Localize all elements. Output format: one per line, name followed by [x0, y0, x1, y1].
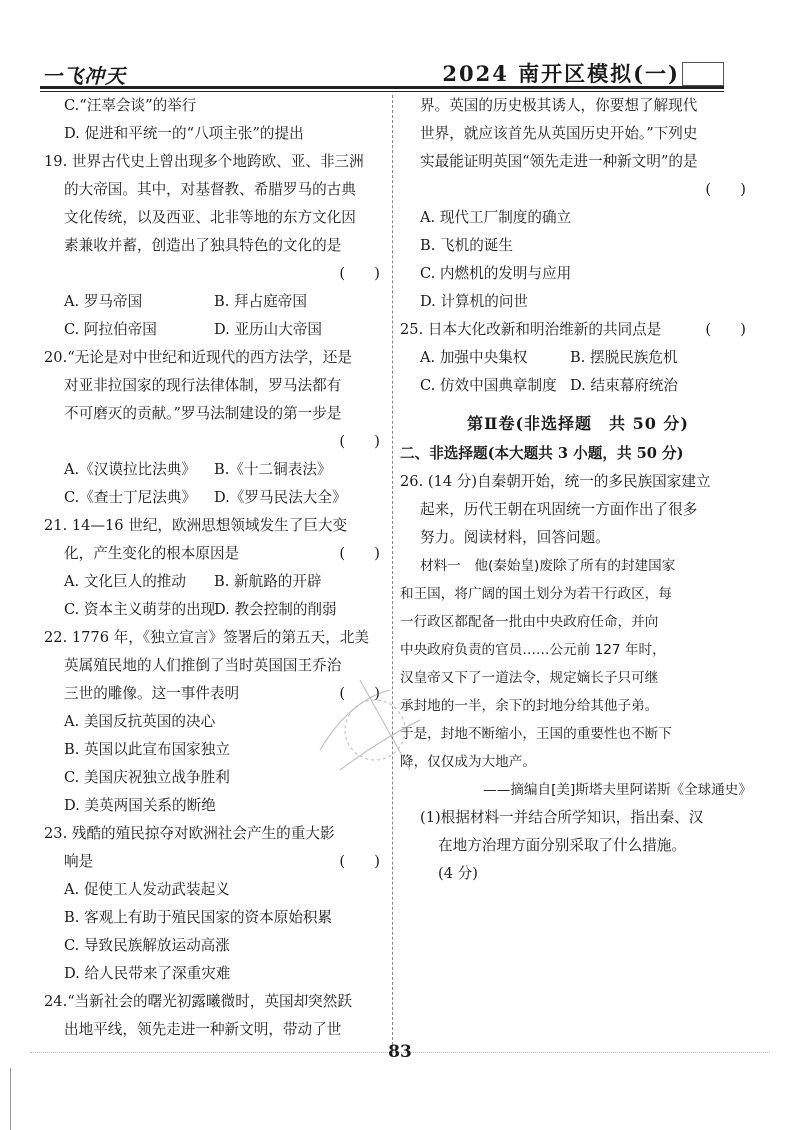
right-line [400, 232, 756, 260]
line-text: 起来，历代王朝在巩固统一方面作出了很多 [420, 501, 698, 518]
line-text: D. 促进和平统一的“八项主张”的提出 [64, 125, 304, 142]
left-line [44, 176, 390, 204]
line-text: 实最能证明英国“领先走进一种新文明”的是 [420, 153, 698, 170]
header-brand: 一飞冲天 [42, 64, 126, 88]
left-line [44, 484, 390, 512]
q26-line [400, 496, 756, 524]
left-line [44, 456, 390, 484]
option-text: C. 阿拉伯帝国 [64, 321, 157, 338]
left-line [44, 624, 390, 652]
option-text: D. 结束幕府统治 [570, 377, 679, 394]
left-line [44, 904, 390, 932]
sub-question-line: (4 分) [438, 865, 478, 882]
option-text: D. 教会控制的削弱 [214, 601, 337, 618]
left-line [44, 344, 390, 372]
line-text: C. 美国庆祝独立战争胜利 [64, 769, 230, 786]
line-text: D. 计算机的问世 [420, 293, 529, 310]
sub-question [400, 804, 756, 888]
line-text: 不可磨灭的贡献。”罗马法制建设的第一步是 [64, 405, 342, 422]
right-line [400, 344, 756, 372]
left-line [44, 92, 390, 120]
header-rule [40, 86, 724, 89]
line-text: B. 客观上有助于殖民国家的资本原始积累 [64, 909, 333, 926]
right-line [400, 148, 756, 176]
right-line [400, 316, 756, 344]
material-line: 承封地的一半，余下的封地分给其他子弟。 [400, 698, 659, 714]
right-line [400, 92, 756, 120]
answer-blank: ( ) [339, 265, 380, 282]
material-passage [400, 552, 756, 776]
option-text: C.《查士丁尼法典》 [64, 489, 197, 506]
line-text: 英属殖民地的人们推倒了当时英国国王乔治 [64, 657, 342, 674]
line-text: 的大帝国。其中，对基督教、希腊罗马的古典 [64, 181, 356, 198]
scan-edge [10, 1068, 11, 1130]
left-line [44, 316, 390, 344]
line-text: D. 给人民带来了深重灾难 [64, 965, 231, 982]
line-text: B. 飞机的诞生 [420, 237, 513, 254]
left-line [44, 988, 390, 1016]
left-line [44, 820, 390, 848]
material-line: 中央政府负责的官员……公元前 127 年时， [400, 642, 666, 658]
left-line [44, 792, 390, 820]
option-text: C. 仿效中国典章制度 [420, 377, 557, 394]
left-line [44, 260, 390, 288]
answer-blank: ( ) [339, 433, 380, 450]
material-line: 和王国，将广阔的国土划分为若干行政区，每 [400, 586, 672, 602]
material-source: ——摘编自[美]斯塔夫里阿诺斯《全球通史》 [483, 782, 752, 798]
left-line [44, 568, 390, 596]
line-text: 响是 [64, 853, 94, 870]
left-column [44, 92, 390, 1044]
q26-line [400, 524, 756, 552]
line-text: 界。英国的历史极其诱人，你要想了解现代 [420, 97, 698, 114]
part-heading: 二、非选择题(本大题共 3 小题，共 50 分) [400, 445, 684, 462]
line-text: 22. 1776 年，《独立宣言》签署后的第五天，北美 [44, 629, 370, 646]
line-text: D. 美英两国关系的断绝 [64, 797, 216, 814]
option-text: B. 新航路的开辟 [214, 573, 322, 590]
option-text: A. 文化巨人的推动 [64, 573, 186, 590]
column-divider [392, 95, 393, 1045]
option-text: B.《十二铜表法》 [214, 461, 332, 478]
material-line: 于是，封地不断缩小，王国的重要性也不断下 [400, 726, 672, 742]
line-text: 19. 世界古代史上曾出现多个地跨欧、亚、非三洲 [44, 153, 364, 170]
q26-block [400, 468, 756, 552]
left-line [44, 400, 390, 428]
left-line [44, 1016, 390, 1044]
left-line [44, 148, 390, 176]
left-line [44, 960, 390, 988]
line-text: 26. (14 分)自秦朝开始，统一的多民族国家建立 [400, 473, 711, 490]
left-line [44, 876, 390, 904]
line-text: 努力。阅读材料，回答问题。 [420, 529, 610, 546]
right-line [400, 260, 756, 288]
right-line [400, 372, 756, 400]
line-text: 三世的雕像。这一事件表明 [64, 685, 240, 702]
header-stamp-icon [682, 62, 724, 86]
line-text: 25. 日本大化改新和明治维新的共同点是 [400, 321, 662, 338]
answer-blank: ( ) [705, 321, 746, 338]
left-line [44, 540, 390, 568]
left-line [44, 120, 390, 148]
line-text: 21. 14—16 世纪，欧洲思想领域发生了巨大变 [44, 517, 348, 534]
material-line: 汉皇帝又下了一道法令，规定嫡长子只可继 [400, 670, 659, 686]
line-text: 素兼收并蓄，创造出了独具特色的文化的是 [64, 237, 342, 254]
line-text: 出地平线，领先走进一种新文明，带动了世 [64, 1021, 342, 1038]
line-text: 24.“当新社会的曙光初露曦微时，英国却突然跃 [44, 993, 352, 1010]
header-exam-title: 2024 南开区模拟(一) [442, 61, 680, 86]
left-line [44, 932, 390, 960]
line-text: 23. 残酷的殖民掠夺对欧洲社会产生的重大影 [44, 825, 335, 842]
option-text: C. 资本主义萌芽的出现 [64, 601, 216, 618]
line-text: 对亚非拉国家的现行法律体制，罗马法都有 [64, 377, 342, 394]
right-line [400, 120, 756, 148]
material-line: 材料一 他(秦始皇)废除了所有的封建国家 [420, 558, 676, 574]
line-text: C. 内燃机的发明与应用 [420, 265, 572, 282]
sub-question-line: (1)根据材料一并结合所学知识，指出秦、汉 [420, 809, 704, 826]
right-column [400, 92, 756, 888]
q26-line [400, 468, 756, 496]
option-text: A.《汉谟拉比法典》 [64, 461, 196, 478]
line-text: A. 促使工人发动武装起义 [64, 881, 230, 898]
line-text: C.“汪辜会谈”的举行 [64, 97, 197, 114]
q24-continuation [400, 92, 756, 400]
right-line [400, 176, 756, 204]
answer-blank: ( ) [339, 545, 380, 562]
line-text: A. 美国反抗英国的决心 [64, 713, 216, 730]
left-line [44, 232, 390, 260]
page-number: 83 [388, 1042, 412, 1062]
material-line: 一行政区都配备一批由中央政府任命，并向 [400, 614, 659, 630]
option-text: D.《罗马民法大全》 [214, 489, 347, 506]
line-text: 文化传统，以及西亚、北非等地的东方文化因 [64, 209, 356, 226]
left-line [44, 204, 390, 232]
sub-question-line: 在地方治理方面分别采取了什么措施。 [438, 837, 687, 854]
answer-blank: ( ) [339, 853, 380, 870]
answer-blank: ( ) [339, 685, 380, 702]
line-text: 世界，就应该首先从英国历史开始。”下列史 [420, 125, 698, 142]
option-text: A. 罗马帝国 [64, 293, 143, 310]
line-text: B. 英国以此宣布国家独立 [64, 741, 230, 758]
left-line [44, 428, 390, 456]
left-line [44, 596, 390, 624]
option-text: D. 亚历山大帝国 [214, 321, 323, 338]
option-text: B. 拜占庭帝国 [214, 293, 307, 310]
answer-blank: ( ) [705, 181, 746, 198]
right-line [400, 204, 756, 232]
material-line: 降，仅仅成为大地产。 [400, 754, 536, 770]
line-text: C. 导致民族解放运动高涨 [64, 937, 230, 954]
watermark-icon [300, 660, 440, 790]
left-line [44, 288, 390, 316]
option-text: A. 加强中央集权 [420, 349, 528, 366]
line-text: 化，产生变化的根本原因是 [64, 545, 240, 562]
left-line [44, 512, 390, 540]
option-text: B. 摆脱民族危机 [570, 349, 678, 366]
line-text: 20.“无论是对中世纪和近现代的西方法学，还是 [44, 349, 352, 366]
right-line [400, 288, 756, 316]
left-line [44, 372, 390, 400]
section-title: 第Ⅱ卷(非选择题 共 50 分) [466, 414, 690, 433]
left-line [44, 848, 390, 876]
line-text: A. 现代工厂制度的确立 [420, 209, 572, 226]
